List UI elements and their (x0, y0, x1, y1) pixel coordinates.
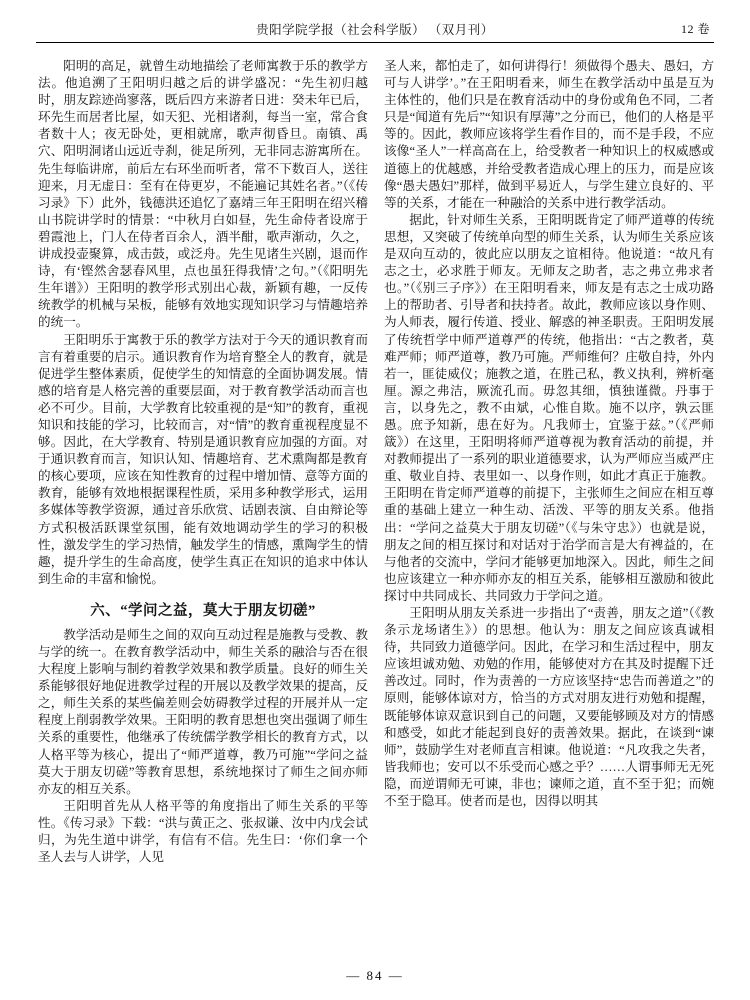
paragraph: 据此，针对师生关系，王阳明既肯定了师严道尊的传统思想，又突破了传统单向型的师生关系，认为师生关系应该是双向互动的，彼此应以朋友之谊相待。他说道：“故凡有志之士，必求胜于师友。无师友之助者，志之弗立弗求者也。”（《别三子序》）在王阳明看来，师友是有志之士成功路上的帮助者、引导者和扶持者。故此，教师应该以身作则、为人师表，履行传道、授业、解惑的神圣职责。王阳明发展了传统哲学中师严道尊严的传统，他指出：“古之教者，莫难严师；师严道尊，教乃可施。严师维何？庄敬自持，外内若一，匪徒威仪；施教之道，在胜己私，教义执利，辨析毫厘。源之弗洁，厥流孔而。毋忽其细，慎独谨微。丹事于言，以身先之，教不由斌，心惟自欺。施不以序，孰云匪愚。庶予知新，患在好为。凡我师士，宜鉴于兹。”（《严师箴》）在这里，王阳明将师严道尊视为教育活动的前提，并对教师提出了一系列的职业道德要求，认为严师应当威严庄重、敬业自持、表里如一、以身作则，如此才真正于施教。王阳明在肯定师严道尊的前提下，主张师生之间应在相互尊重的基础上建立一种生动、活泼、平等的朋友关系。他指出：“学问之益莫大于朋友切磋”（《与朱守忠》）也就是说，朋友之间的相互探讨和对话对于治学而言是大有裨益的，在与他者的交流中，学问才能够更加地深入。因此，师生之间也应该建立一种亦师亦友的相互关系，能够相互激励和彼此探讨中共同成长、共同致力于学问之道。 (384, 212, 714, 603)
body-columns (36, 58, 714, 970)
header-divider (36, 42, 714, 43)
page-number: — 84 — (346, 968, 404, 983)
volume-label: 12 卷 (680, 22, 710, 36)
paragraph: 王阳明乐于寓教于乐的教学方法对于今天的通识教育而言有着重要的启示。通识教育作为培育整全人的教育，就是促进学生整体素质，促使学生的知情意的全面协调发展。情感的培育是人格完善的重要层面，对于教育教学活动而言也必不可少。目前，大学教育比较重视的是“知”的教育，重视知识和技能的学习，比较而言，对“情”的教育重视程度显不够。因此，在大学教育、特别是通识教育应加强的方面。对于通识教育而言，知识认知、情趣培育、艺术熏陶都是教育的核心要项，应该在知性教育的过程中增加情、意等方面的教育，能够有效地根据课程性质，采用多种教学形式，运用多媒体等教学资源，通过音乐欣赏、话剧表演、自由辩论等方式积极活跃课堂氛围，能有效地调动学生的学习的积极性，激发学生的学习热情，触发学生的情感，熏陶学生的情趣，提升学生的生命高度，使学生真正在知识的追求中体认到生命的丰富和愉悦。 (38, 332, 368, 586)
journal-title: 贵阳学院学报（社会科学版） （双月刊） (256, 23, 494, 37)
paragraph: 王阳明从朋友关系进一步指出了“责善，朋友之道”（《教条示龙场诸生》）的思想。他认为：朋友之间应该真诚相待，共同致力道德学问。因此，在学习和生活过程中，朋友应该坦诚劝勉、劝勉的作用，能够使对方在其及时提醒下迁善改过。同时，作为责善的一方应该坚持“忠告而善道之”的原则，能够体谅对方，恰当的方式对朋友进行劝勉和提醒，既能够体谅双意识到自己的问题，又要能够顾及对方的情感和感受，如此才能起到良好的责善效果。据此，在谈到“谏师”，鼓励学生对老师直言相谏。他说道：“凡攻我之失者，皆我师也；安可以不乐受而心感之乎？……人谓事师无无死隐，而逆谓师无可谏，非也；谏师之道，直不至于犯；而婉不至于隐耳。使者而是也，因得以明其 (384, 606, 714, 809)
right-column (384, 58, 714, 970)
paragraph: 王阳明首先从人格平等的角度指出了师生关系的平等性。《传习录》下载：“洪与黄正之、张叔谦、汝中内戊会试归，为先生道中讲学，有信有不信。先生曰：‘你们拿一个圣人去与人讲学，人见 (38, 798, 368, 865)
paragraph: 圣人来，都怕走了，如何讲得行！须做得个愚夫、愚妇，方可与人讲学’。”在王阳明看来，师生在教学活动中虽是互为主体性的，他们只是在教育活动中的身份或角色不同，二者只是“闻道有先后”“知识有厚薄”之分而已，他们的人格是平等的。因此，教师应该将学生看作目的，而不是手段，不应该像“圣人”一样高高在上，给受教者一种知识上的权威感或道德上的优越感，并给受教者造成心理上的压力，而是应该像“愚夫愚妇”那样，做到平易近人，与学生建立良好的、平等的关系，才能在一种融洽的关系中进行教学活动。 (384, 59, 714, 210)
running-head (36, 18, 714, 48)
left-column (38, 58, 368, 970)
paragraph: 阳明的高足，就曾生动地描绘了老师寓教于乐的教学方法。他追溯了王阳明归越之后的讲学盛况：“先生初归越时，朋友踪迹尚寥落，既后四方来游者日进：癸未年已后，环先生而居者比屋，如天犯、光相诸刹，每当一室，常合食者数十人；夜无卧处，更相就席，歌声彻昏旦。南镇、禹穴、阳明洞诸山远近寺刹，徙足所列，无非同志游寓所在。先生每临讲席，前后左右环坐而听者，常不下数百人，送往迎来，月无虚日：至有在侍更岁，不能遍记其姓名者。”（《传习录》下）此外，钱德洪还追忆了嘉靖三年王阳明在绍兴稽山书院讲学时的情景：“中秋月白如昼，先生命侍者设席于碧霞池上，门人在侍者百余人，酒半酣，歌声渐动，久之，讲成投壶聚算，成击鼓，或泛舟。先生见诸生兴剧，退而作诗，有‘铿然舍瑟春风里，点也虽狂得我情’之句。”（《阳明先生年谱》）王阳明的教学形式别出心裁，新颖有趣，一反传统教学的机械与呆板，能够有效地实现知识学习与情趣培养的统一。 (38, 59, 368, 330)
paragraph: 教学活动是师生之间的双向互动过程是施教与受教、教与学的统一。在教育教学活动中，师生关系的融洽与否在很大程度上影响与制约着教学效果和教学质量。良好的师生关系能够很好地促进教学过程的开展以及教学效果的提高，反之，师生关系的某些偏差则会妨碍教学过程的开展并从一定程度上削弱教学效果。王阳明的教育思想也突出强调了师生关系的重要性，他继承了传统儒学教学相长的教育方式，以人格平等为核心，提出了“师严道尊，教乃可施”“学问之益莫大于朋友切磋”等教育思想，系统地探讨了师生之间亦师亦友的相互关系。 (38, 627, 368, 796)
section-heading: 六、“学问之益，莫大于朋友切磋” (90, 602, 316, 619)
